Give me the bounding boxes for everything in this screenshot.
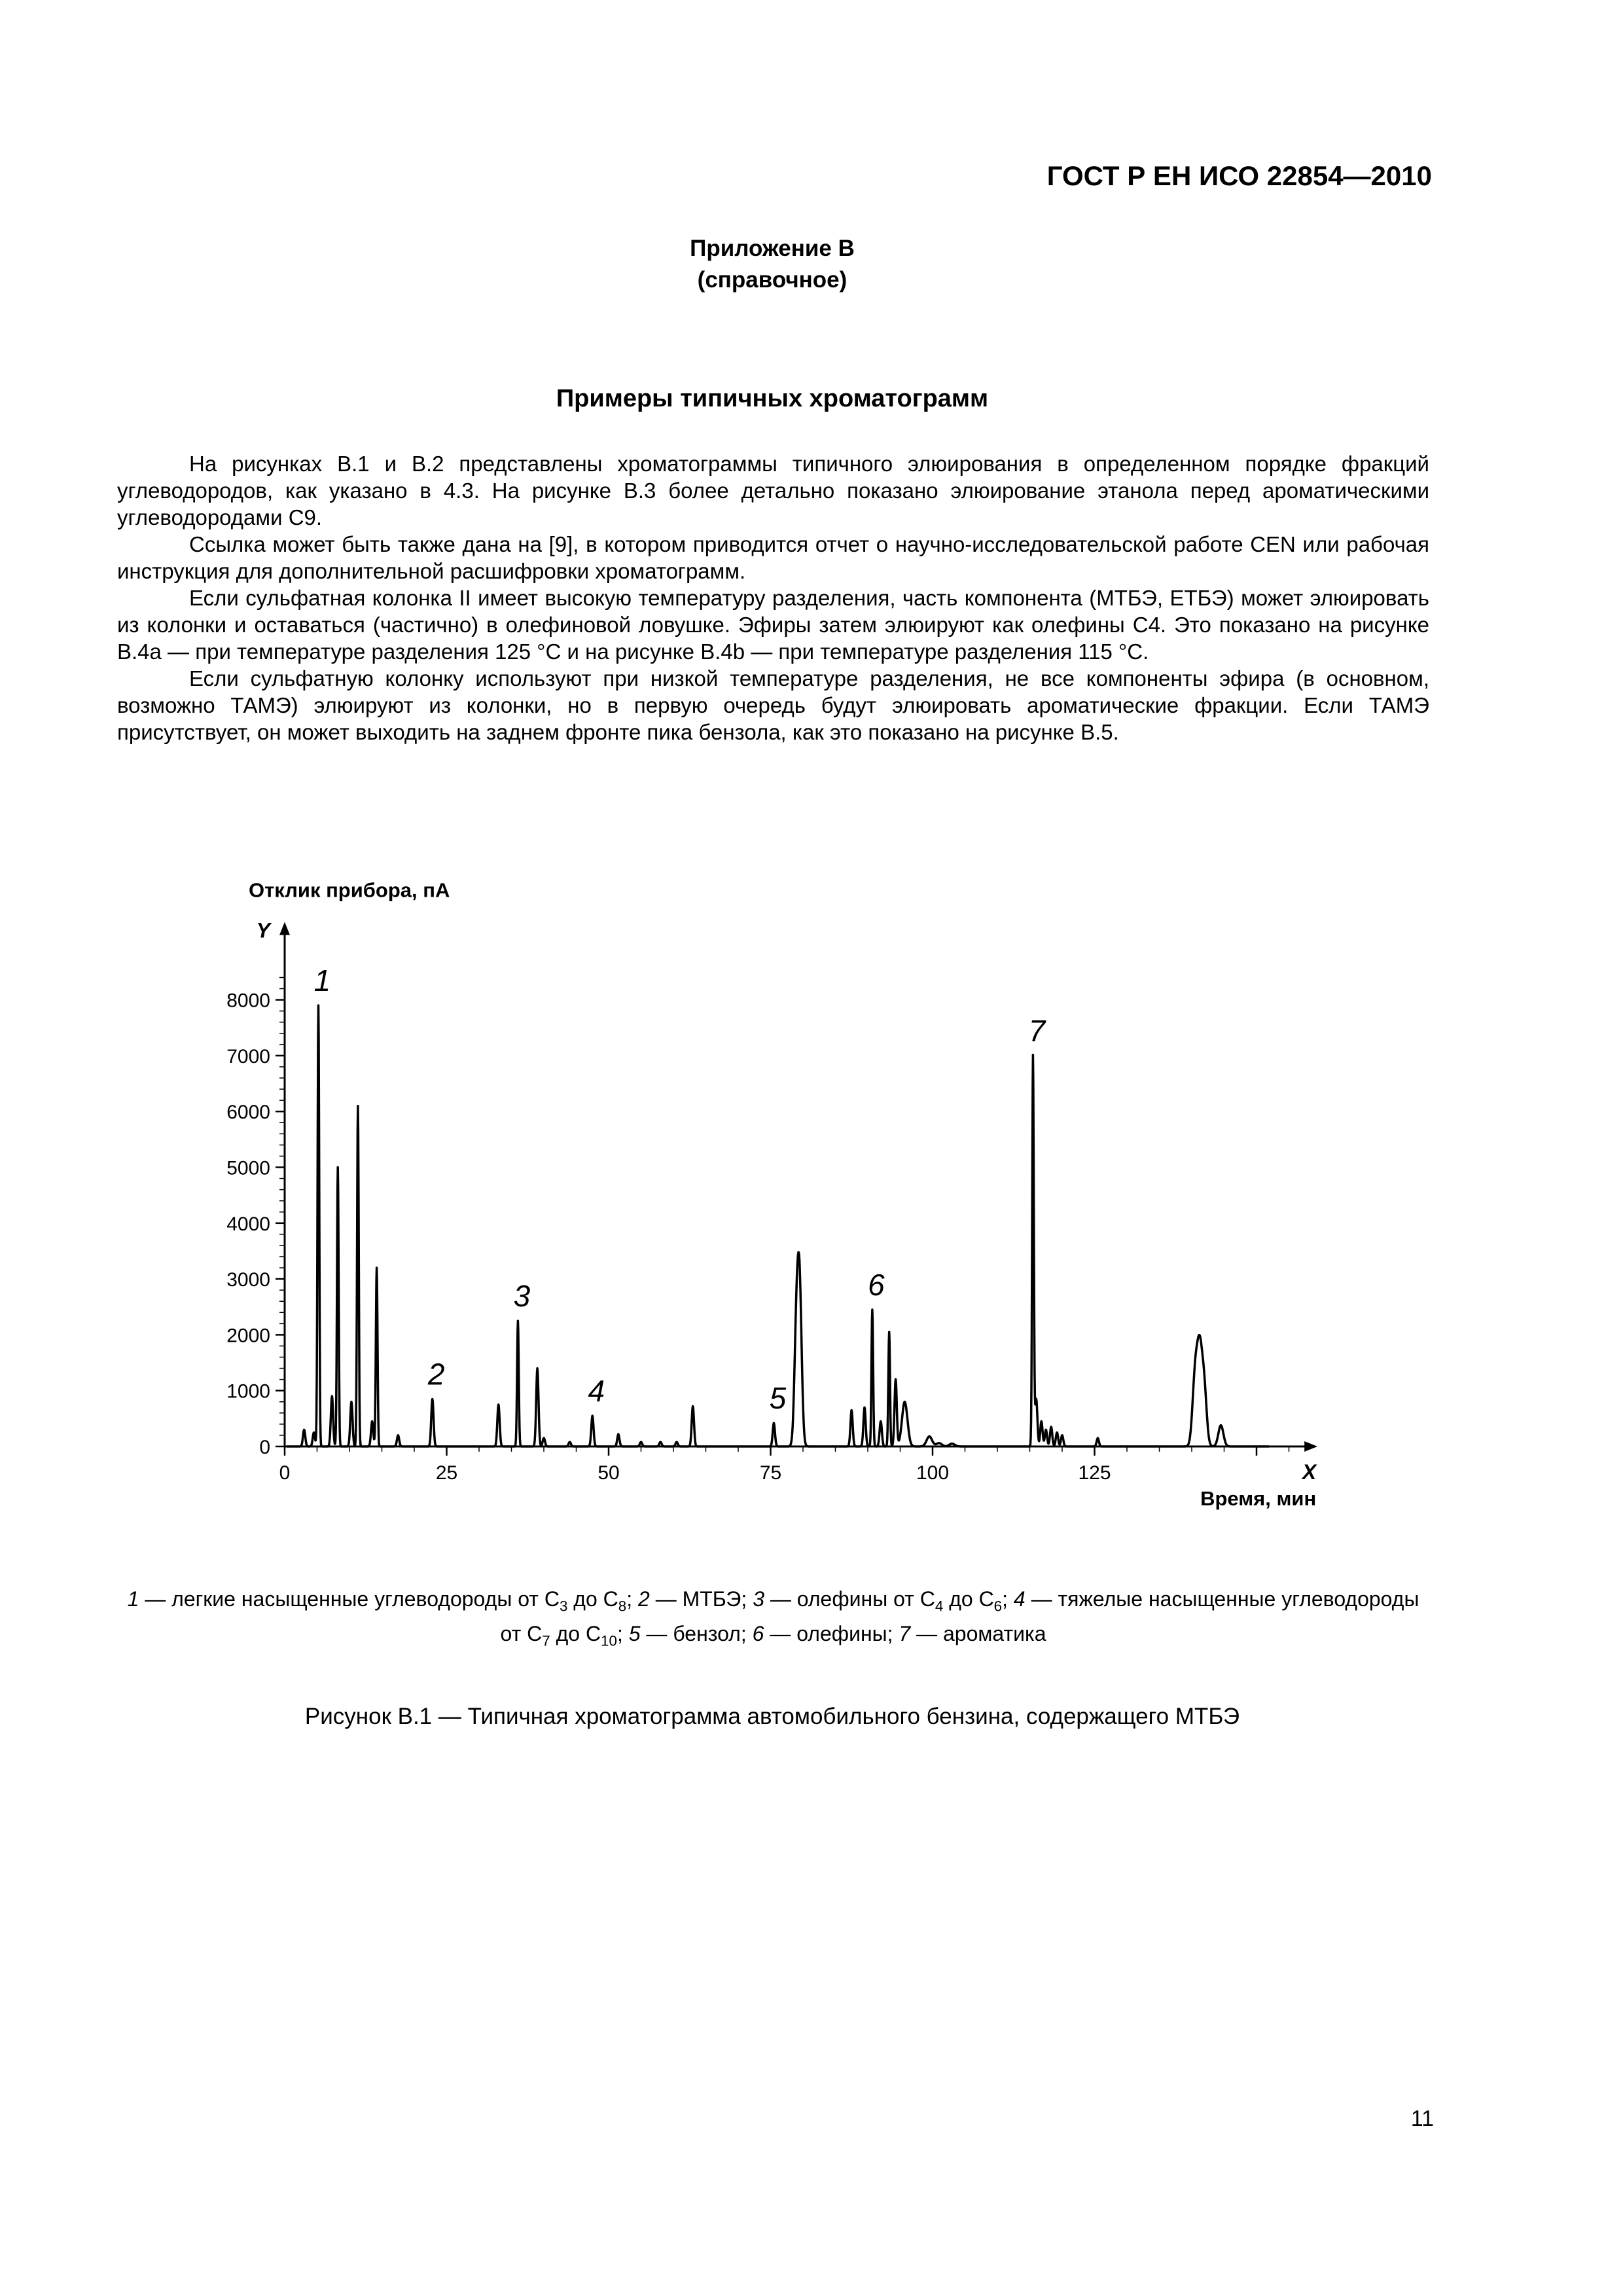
peak-point: [1198, 1359, 1200, 1361]
x-tick-label: 25: [435, 1462, 458, 1484]
peak-point: [1045, 1429, 1047, 1431]
y-axis-label: Отклик прибора, пА: [249, 878, 450, 902]
peak-label: 2: [427, 1357, 445, 1391]
peak-point: [313, 1431, 315, 1433]
x-tick-label: 100: [916, 1462, 950, 1484]
key-text: — тяжелые насыщенные углеводороды от С: [500, 1587, 1419, 1646]
annex-heading: [0, 233, 1544, 296]
key-text: до С: [550, 1622, 601, 1646]
y-axis-arrow-icon: [279, 922, 290, 935]
section-title: Примеры типичных хроматограмм: [556, 385, 989, 412]
peak-point: [799, 1300, 801, 1302]
peak-point: [1220, 1424, 1222, 1426]
peak-point: [397, 1434, 399, 1436]
x-tick-label: 125: [1078, 1462, 1111, 1484]
y-tick-label: 8000: [226, 990, 270, 1012]
y-tick-label: 2000: [226, 1325, 270, 1347]
peak-point: [895, 1378, 897, 1380]
y-tick-label: 1000: [226, 1380, 270, 1403]
peak-point: [773, 1422, 775, 1424]
peak-label: 5: [769, 1381, 787, 1416]
annex-title: Приложение В: [690, 236, 855, 261]
peak-point: [376, 1267, 378, 1269]
peak-point: [537, 1367, 539, 1369]
key-subscript: 6: [993, 1598, 1003, 1615]
key-number: 7: [899, 1622, 911, 1646]
peak-label: 6: [868, 1268, 885, 1302]
key-text: — олефины от С: [764, 1587, 935, 1611]
chromatogram-chart: [196, 867, 1348, 1561]
figure-key: [117, 1585, 1429, 1655]
peak-point: [864, 1407, 866, 1408]
peak-point: [350, 1401, 352, 1403]
peak-point: [497, 1404, 499, 1406]
peak-point: [1203, 1387, 1205, 1389]
peak-point: [1056, 1431, 1058, 1433]
x-axis-label: Время, мин: [1200, 1487, 1317, 1510]
peak-point: [569, 1441, 571, 1443]
key-text: — бензол;: [640, 1622, 753, 1646]
peak-point: [1032, 1054, 1034, 1056]
peak-point: [371, 1420, 373, 1422]
page-number: 11: [1410, 2106, 1434, 2131]
peak-label: 7: [1028, 1013, 1046, 1048]
peak-point: [660, 1441, 662, 1443]
annex-status: (справочное): [697, 267, 847, 293]
figure-title: Рисунок В.1 — Типичная хроматограмма автомобильного бензина, содержащего МТБЭ: [304, 1704, 1240, 1729]
y-tick-label: 0: [259, 1437, 270, 1458]
paragraph: Если сульфатную колонку используют при низкой температуре разделения, не все компоненты эфира (в основном, возможно ТАМЭ) элюируют из колонки, но в первую очередь будут элюировать ароматические фракции. Если ТАМЭ присутствует, он может выходить на заднем фронте пика бензола, как это показано на рисунке В.5.: [117, 666, 1429, 744]
key-subscript: 10: [601, 1632, 617, 1649]
document-code: ГОСТ Р ЕН ИСО 22854—2010: [1046, 160, 1432, 191]
peak-point: [317, 1005, 319, 1007]
peak-point: [888, 1331, 890, 1333]
peak-point: [1041, 1420, 1043, 1422]
x-tick-label: 0: [279, 1462, 291, 1484]
peak-point: [431, 1398, 433, 1400]
key-text: до С: [567, 1587, 618, 1611]
key-number: 2: [638, 1587, 650, 1611]
key-text: ;: [616, 1622, 629, 1646]
key-text: ;: [626, 1587, 638, 1611]
paragraph: На рисунках В.1 и В.2 представлены хроматограммы типичного элюирования в определенном порядке фракций углеводородов, как указано в 4.3. На рисунке В.3 более детально показано элюирование этанола перед ароматическими углеводородами С9.: [117, 452, 1429, 529]
peak-point: [543, 1437, 545, 1439]
peak-point: [592, 1415, 594, 1417]
key-subscript: 7: [542, 1632, 550, 1649]
key-text: — МТБЭ;: [649, 1587, 753, 1611]
paragraph: Ссылка может быть также дана на [9], в котором приводится отчет о научно-исследовательской работе CEN или рабочая инструкция для дополнительной расшифровки хроматограмм.: [117, 532, 1429, 583]
key-subscript: 8: [618, 1598, 627, 1615]
x-tick-label: 50: [597, 1462, 620, 1484]
chromatogram-figure: [196, 867, 1348, 1561]
y-tick-label: 4000: [226, 1213, 270, 1235]
peak-label: 1: [313, 963, 331, 998]
paragraph: Если сульфатная колонка II имеет высокую температуру разделения, часть компонента (МТБЭ, ЕТБЭ) может элюировать из колонки и оставаться (частично) в олефиновой ловушке. Эфиры затем элюируют как олефины С4. Это показано на рисунке В.4a — при температуре разделения 125 °С и на рисунке В.4b — при температуре разделения 115 °С.: [117, 586, 1429, 664]
peak-point: [331, 1395, 333, 1397]
key-subscript: 4: [935, 1598, 944, 1615]
peak-point: [904, 1401, 906, 1403]
peak-label: 4: [588, 1374, 605, 1408]
x-axis-letter: X: [1302, 1460, 1317, 1484]
y-tick-label: 6000: [226, 1102, 270, 1124]
peak-point: [517, 1320, 519, 1322]
peak-point: [617, 1433, 619, 1435]
key-subscript: 3: [559, 1598, 568, 1615]
body-text: [117, 450, 1429, 745]
peak-point: [1097, 1437, 1099, 1439]
y-tick-label: 3000: [226, 1269, 270, 1291]
x-tick-label: 75: [759, 1462, 782, 1484]
key-number: 5: [628, 1622, 641, 1646]
y-axis-letter: Y: [256, 918, 270, 942]
key-text: ;: [1002, 1587, 1014, 1611]
key-number: 6: [752, 1622, 764, 1646]
key-number: 1: [127, 1587, 139, 1611]
peak-point: [337, 1166, 339, 1168]
peak-label: 3: [513, 1279, 531, 1314]
key-text: — легкие насыщенные углеводороды от С: [139, 1587, 560, 1611]
peak-point: [796, 1328, 798, 1330]
peak-point: [675, 1441, 677, 1443]
key-number: 4: [1013, 1587, 1026, 1611]
peak-point: [880, 1420, 882, 1422]
key-text: — олефины;: [764, 1622, 899, 1646]
key-text: — ароматика: [910, 1622, 1046, 1646]
peak-point: [929, 1435, 931, 1437]
peak-point: [357, 1105, 359, 1107]
peak-point: [1194, 1378, 1196, 1380]
peak-point: [851, 1409, 853, 1411]
peak-point: [951, 1443, 953, 1444]
peak-point: [1050, 1426, 1052, 1428]
peak-point: [303, 1429, 305, 1431]
peak-point: [1035, 1398, 1037, 1400]
y-tick-label: 5000: [226, 1157, 270, 1179]
key-number: 3: [753, 1587, 764, 1611]
peak-point: [871, 1309, 873, 1311]
x-axis-arrow-icon: [1304, 1441, 1317, 1452]
peak-point: [692, 1405, 694, 1407]
peak-point: [1061, 1434, 1063, 1436]
y-tick-label: 7000: [226, 1045, 270, 1067]
peak-point: [640, 1441, 642, 1443]
peak-point: [938, 1442, 940, 1444]
key-text: до С: [943, 1587, 994, 1611]
